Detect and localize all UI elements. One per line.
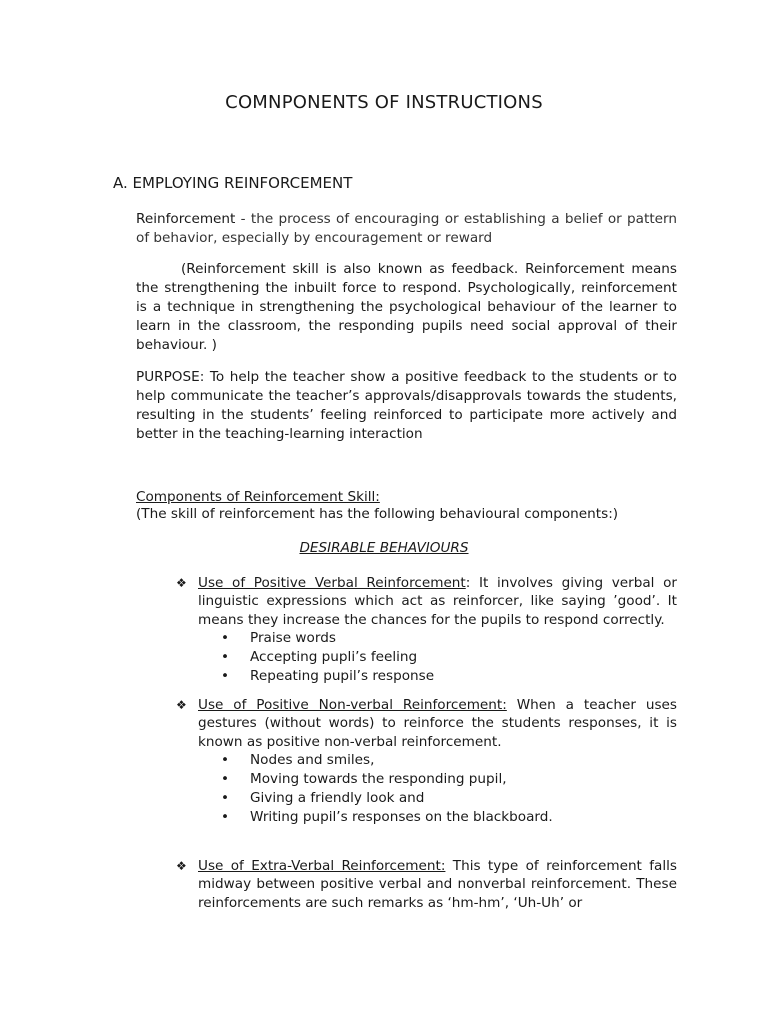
behaviour-title: Use of Positive Verbal Reinforcement — [198, 575, 466, 591]
note-paragraph: (Reinforcement skill is also known as feedback. Reinforcement means the strengthening the inbuilt force to respond. Psychologically, reinforcement is a technique in strengthening the psychological behaviour of the learner to learn in the classroom, the responding pupils need social approval of their behaviour. ) — [136, 261, 677, 353]
diamond-bullet-icon: ❖ — [176, 698, 187, 712]
bullet-icon: • — [221, 629, 230, 646]
list-item-text: Giving a friendly look and — [250, 789, 425, 806]
behaviour-title: Use of Extra-Verbal Reinforcement: — [198, 858, 446, 874]
definition-term: Reinforcement — [136, 211, 236, 227]
bullet-icon: • — [221, 667, 230, 684]
bullet-icon: • — [221, 808, 230, 825]
section-heading: A. EMPLOYING REINFORCEMENT — [113, 174, 353, 192]
list-item — [221, 648, 677, 667]
list-item — [221, 751, 677, 770]
purpose-paragraph: PURPOSE: To help the teacher show a positive feedback to the students or to help communicate the teacher’s approvals/disapprovals towards the students, resulting in the students’ feeling reinforced to participate more actively and better in the teaching-learning interaction — [136, 369, 677, 442]
behaviour-item — [176, 857, 677, 912]
behaviour-title: Use of Positive Non-verbal Reinforcement: — [198, 697, 507, 713]
list-item-text: Praise words — [250, 629, 336, 646]
behaviour-description: : It involves giving verbal or linguistic expressions which act as reinforcer, like saying ’good’. It means they increase the chances for the pupils to respond correctly. — [198, 575, 678, 628]
list-item — [221, 629, 677, 648]
desirable-behaviours-heading: DESIRABLE BEHAVIOURS — [299, 540, 469, 556]
behaviour-item — [176, 696, 677, 827]
bullet-icon: • — [221, 751, 230, 768]
bullet-icon: • — [221, 789, 230, 806]
behaviour-text — [198, 574, 677, 629]
list-item-text: Writing pupil’s responses on the blackboard. — [250, 808, 553, 825]
list-item — [221, 789, 677, 808]
list-item-text: Moving towards the responding pupil, — [250, 770, 507, 787]
list-item-text: Repeating pupil’s response — [250, 667, 435, 684]
bullet-icon: • — [221, 648, 230, 665]
components-heading: Components of Reinforcement Skill: — [136, 489, 380, 505]
behaviour-sub-list — [221, 629, 677, 686]
list-item-text: Accepting pupli’s feeling — [250, 648, 418, 665]
behaviour-item — [176, 574, 677, 686]
list-item — [221, 770, 677, 789]
components-intro: (The skill of reinforcement has the following behavioural components:) — [136, 506, 619, 522]
document-title: COMNPONENTS OF INSTRUCTIONS — [225, 92, 543, 113]
behaviour-description: When a teacher uses gestures (without words) to reinforce the students responses, it is known as positive non-verbal reinforcement. — [198, 697, 677, 750]
behaviour-sub-list — [221, 751, 677, 827]
list-item-text: Nodes and smiles, — [250, 751, 375, 768]
diamond-bullet-icon: ❖ — [176, 576, 187, 590]
list-item — [221, 667, 677, 686]
behaviour-description: This type of reinforcement falls midway between positive verbal and nonverbal reinforcement. These reinforcements are such remarks as ‘hm-hm’, ‘Uh-Uh’ or — [198, 858, 677, 911]
components-block — [136, 489, 677, 523]
diamond-bullet-icon: ❖ — [176, 859, 187, 873]
definition-text: - the process of encouraging or establishing a belief or pattern of behavior, especially by encouragement or reward — [136, 211, 677, 246]
definition-paragraph — [136, 210, 677, 248]
behaviour-text — [198, 696, 677, 751]
behaviour-text — [198, 857, 677, 912]
bullet-icon: • — [221, 770, 230, 787]
list-item — [221, 808, 677, 827]
